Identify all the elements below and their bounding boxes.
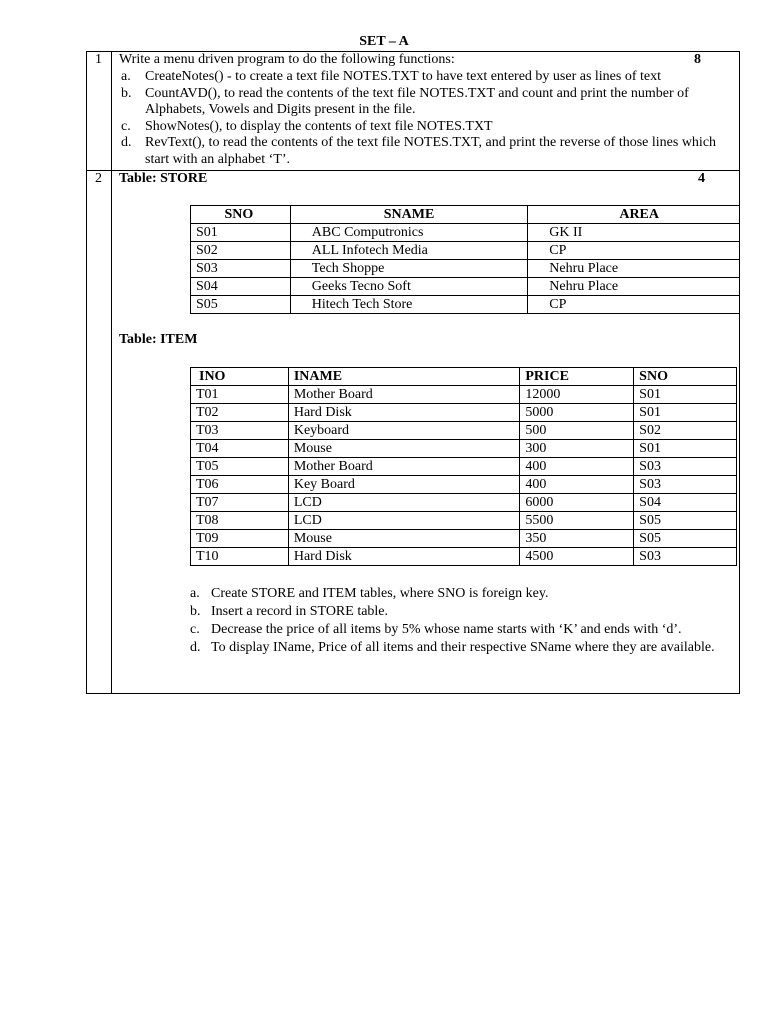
question-1-part — [119, 135, 739, 168]
store-table — [190, 205, 740, 314]
question-1-marks: 8 — [694, 52, 701, 67]
part-text: RevText(), to read the contents of the text file NOTES.TXT, and print the reverse of those lines which start with an alphabet ‘T’. — [145, 135, 717, 167]
item-cell: Hard Disk — [288, 404, 520, 422]
store-header-row — [191, 206, 740, 224]
item-cell: 12000 — [520, 386, 634, 404]
store-table-title: Table: STORE — [119, 171, 208, 186]
question-2-part — [190, 639, 735, 657]
item-cell: T04 — [191, 440, 289, 458]
item-cell: 4500 — [520, 548, 634, 566]
store-header-area: AREA — [528, 206, 740, 224]
part-letter: a. — [190, 586, 200, 601]
question-1-part — [119, 119, 739, 136]
store-cell: CP — [528, 242, 740, 260]
part-letter: c. — [121, 118, 131, 134]
question-1-part — [119, 69, 739, 86]
question-1-parts — [119, 69, 739, 168]
set-title: SET – A — [359, 34, 409, 49]
table-row — [191, 296, 740, 314]
store-cell: ABC Computronics — [290, 224, 528, 242]
item-cell: 400 — [520, 458, 634, 476]
item-cell: S05 — [634, 512, 737, 530]
item-cell: T03 — [191, 422, 289, 440]
item-header-sno: SNO — [634, 368, 737, 386]
question-2-number: 2 — [95, 171, 102, 186]
item-cell: 500 — [520, 422, 634, 440]
item-header-row — [191, 368, 737, 386]
item-cell: S01 — [634, 440, 737, 458]
part-letter: a. — [121, 69, 131, 84]
item-cell: T08 — [191, 512, 289, 530]
item-cell: 300 — [520, 440, 634, 458]
table-row — [191, 476, 737, 494]
part-text: Insert a record in STORE table. — [211, 604, 389, 619]
table-row — [191, 224, 740, 242]
part-text: CreateNotes() - to create a text file NOTES.TXT to have text entered by user as lines of text — [145, 69, 661, 84]
question-1-number: 1 — [95, 52, 102, 67]
table-row — [191, 278, 740, 296]
item-table — [190, 367, 737, 566]
item-cell: T01 — [191, 386, 289, 404]
question-2-parts — [190, 585, 735, 657]
question-2-part — [190, 603, 735, 621]
item-cell: 5500 — [520, 512, 634, 530]
item-cell: 350 — [520, 530, 634, 548]
part-text: Decrease the price of all items by 5% whose name starts with ‘K’ and ends with ‘d’. — [211, 622, 682, 637]
part-letter: c. — [190, 622, 200, 637]
table-row — [191, 260, 740, 278]
question-2-marks: 4 — [698, 171, 705, 186]
table-row — [191, 494, 737, 512]
store-cell: GK II — [528, 224, 740, 242]
table-row — [191, 548, 737, 566]
store-cell: Tech Shoppe — [290, 260, 528, 278]
item-cell: S02 — [634, 422, 737, 440]
item-cell: 400 — [520, 476, 634, 494]
item-cell: LCD — [288, 512, 520, 530]
item-cell: S03 — [634, 458, 737, 476]
item-cell: Key Board — [288, 476, 520, 494]
item-cell: T05 — [191, 458, 289, 476]
item-cell: 6000 — [520, 494, 634, 512]
part-text: CountAVD(), to read the contents of the text file NOTES.TXT and count and print the number of Alphabets, Vowels and Digits present in the file. — [145, 85, 689, 117]
part-letter: d. — [121, 135, 132, 150]
store-cell: Geeks Tecno Soft — [290, 278, 528, 296]
table-row — [191, 440, 737, 458]
part-text: Create STORE and ITEM tables, where SNO is foreign key. — [211, 586, 549, 601]
table-row — [191, 422, 737, 440]
store-cell: CP — [528, 296, 740, 314]
store-cell: Nehru Place — [528, 260, 740, 278]
question-2-part — [190, 585, 735, 603]
store-cell: S04 — [191, 278, 291, 296]
number-column-divider — [111, 51, 112, 694]
part-letter: b. — [190, 604, 201, 619]
table-row — [191, 458, 737, 476]
item-cell: S04 — [634, 494, 737, 512]
item-cell: T09 — [191, 530, 289, 548]
item-cell: T10 — [191, 548, 289, 566]
part-letter: b. — [121, 85, 132, 101]
item-cell: Hard Disk — [288, 548, 520, 566]
store-cell: ALL Infotech Media — [290, 242, 528, 260]
part-text: To display IName, Price of all items and their respective SName where they are available. — [211, 640, 715, 655]
item-header-ino: INO — [191, 368, 289, 386]
item-cell: S03 — [634, 476, 737, 494]
table-row — [191, 404, 737, 422]
item-cell: 5000 — [520, 404, 634, 422]
item-cell: Keyboard — [288, 422, 520, 440]
item-header-price: PRICE — [520, 368, 634, 386]
table-row — [191, 242, 740, 260]
table-row — [191, 386, 737, 404]
item-cell: Mother Board — [288, 386, 520, 404]
item-cell: T06 — [191, 476, 289, 494]
item-cell: S05 — [634, 530, 737, 548]
part-text: ShowNotes(), to display the contents of text file NOTES.TXT — [145, 118, 493, 134]
store-cell: Nehru Place — [528, 278, 740, 296]
question-2-part — [190, 621, 735, 639]
store-cell: Hitech Tech Store — [290, 296, 528, 314]
store-cell: S03 — [191, 260, 291, 278]
store-cell: S05 — [191, 296, 291, 314]
item-cell: S01 — [634, 386, 737, 404]
item-header-iname: INAME — [288, 368, 520, 386]
item-cell: Mother Board — [288, 458, 520, 476]
table-row — [191, 512, 737, 530]
part-letter: d. — [190, 640, 201, 655]
item-cell: Mouse — [288, 440, 520, 458]
table-row — [191, 530, 737, 548]
question-1-part — [119, 86, 739, 119]
item-table-title: Table: ITEM — [119, 332, 198, 347]
item-cell: Mouse — [288, 530, 520, 548]
item-cell: T07 — [191, 494, 289, 512]
item-cell: T02 — [191, 404, 289, 422]
item-cell: LCD — [288, 494, 520, 512]
store-header-sno: SNO — [191, 206, 291, 224]
question-1-text: Write a menu driven program to do the following functions: — [119, 52, 455, 67]
store-header-sname: SNAME — [290, 206, 528, 224]
item-cell: S01 — [634, 404, 737, 422]
store-cell: S01 — [191, 224, 291, 242]
item-cell: S03 — [634, 548, 737, 566]
store-cell: S02 — [191, 242, 291, 260]
